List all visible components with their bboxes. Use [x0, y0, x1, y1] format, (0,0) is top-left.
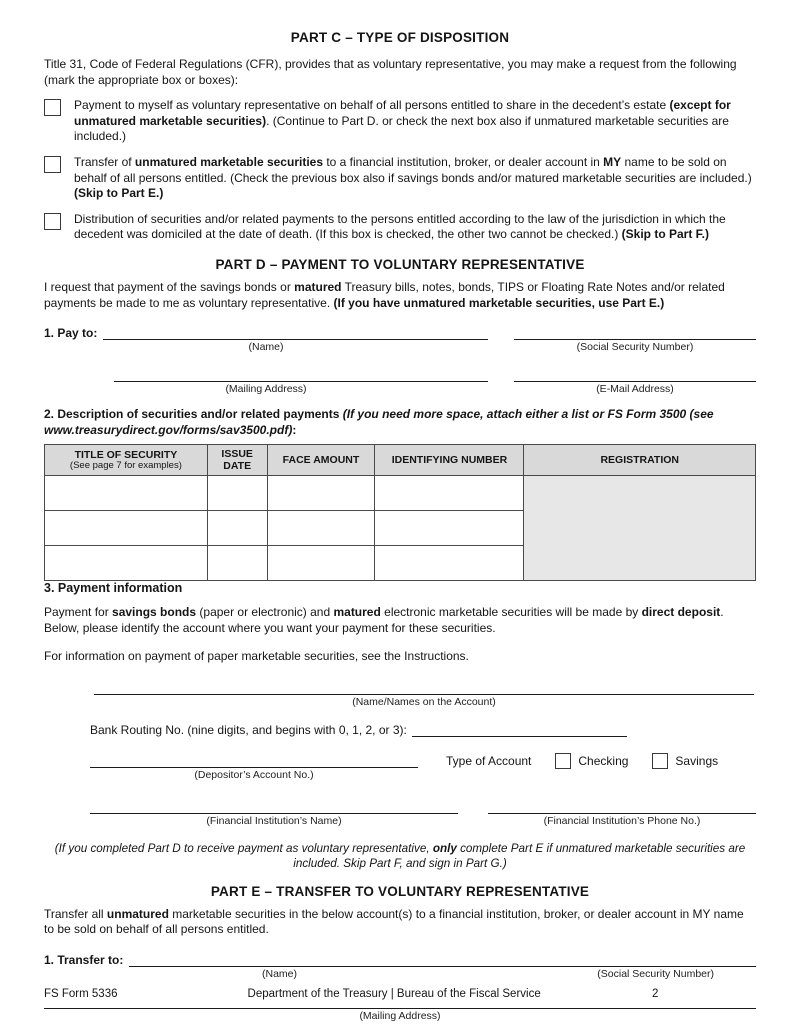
- part-c-option-payment: [44, 98, 756, 145]
- paper-securities-note: For information on payment of paper marketable securities, see the Instructions.: [44, 648, 469, 663]
- issue-date-cell-3[interactable]: [207, 546, 267, 581]
- transfer-name-caption: (Name): [262, 967, 298, 980]
- transfer-to-row: [44, 952, 756, 967]
- pay-to-address-row: [44, 367, 756, 382]
- transfer-to-name-field[interactable]: [129, 952, 756, 967]
- securities-table: [44, 444, 756, 581]
- email-caption: (E-Mail Address): [596, 383, 674, 396]
- part-d-section: [44, 257, 756, 872]
- distribution-checkbox[interactable]: [44, 213, 61, 230]
- part-e-title: PART E – TRANSFER TO VOLUNTARY REPRESENTATIVE: [210, 883, 590, 899]
- part-e-intro: Transfer all unmatured marketable securities in the below account(s) to a financial institution, broker, or dealer account in MY name to be sold on behalf of all persons entitled.: [44, 906, 744, 937]
- registration-cell[interactable]: [524, 476, 756, 581]
- financial-institution-row: [90, 799, 756, 827]
- bank-routing-field[interactable]: [412, 722, 627, 737]
- mailing-address-caption: (Mailing Address): [225, 383, 307, 396]
- pay-to-mailing-address-field[interactable]: [114, 367, 488, 382]
- part-d-title: PART D – PAYMENT TO VOLUNTARY REPRESENTATIVE: [215, 256, 585, 272]
- pay-to-address-captions: [44, 383, 756, 395]
- header-face-amount: FACE AMOUNT: [267, 445, 375, 476]
- page-number: 2: [652, 988, 659, 1000]
- pay-to-label: 1. Pay to:: [44, 326, 98, 341]
- form-id: FS Form 5336: [44, 988, 118, 1000]
- header-issue-date: ISSUE DATE: [207, 445, 267, 476]
- checking-checkbox[interactable]: [555, 753, 571, 769]
- part-c-option-transfer: [44, 155, 756, 202]
- issue-date-cell-1[interactable]: [207, 476, 267, 511]
- title-of-security-cell-3[interactable]: [45, 546, 208, 581]
- identifying-number-cell-2[interactable]: [375, 511, 524, 546]
- checking-label: Checking: [578, 754, 629, 769]
- header-title-line: TITLE OF SECURITY: [74, 448, 178, 461]
- identifying-number-cell-3[interactable]: [375, 546, 524, 581]
- title-of-security-cell-2[interactable]: [45, 511, 208, 546]
- pay-to-captions: [44, 341, 756, 353]
- header-title-subtitle: (See page 7 for examples): [69, 459, 182, 471]
- pay-to-ssn-field[interactable]: [514, 325, 756, 340]
- part-c-intro: Title 31, Code of Federal Regulations (CFR), provides that as voluntary representative, you may make a request from the following (mark the appropriate box or boxes):: [44, 57, 737, 87]
- securities-table-header-row: [45, 445, 756, 476]
- face-amount-cell-3[interactable]: [267, 546, 375, 581]
- payment-to-myself-text: Payment to myself as voluntary representative on behalf of all persons entitled to share in the decedent’s estate (except for unmatured marketable securities). (Continue to Part D. or check the next box also if unmatured marketable securities are included.): [74, 98, 731, 144]
- savings-checkbox[interactable]: [652, 753, 668, 769]
- name-caption: (Name): [248, 341, 284, 354]
- payment-to-myself-checkbox[interactable]: [44, 99, 61, 116]
- transfer-mailing-address-caption: (Mailing Address): [359, 1009, 441, 1022]
- footer-department: Department of the Treasury | Bureau of the Fiscal Service: [247, 988, 541, 1000]
- face-amount-cell-1[interactable]: [267, 476, 375, 511]
- distribution-text: Distribution of securities and/or related payments to the persons entitled according to the law of the jurisdiction in which the decedent was domiciled at the date of death. (If this box is checked, the other two cannot be checked.) (Skip to Part F.): [74, 211, 726, 242]
- payment-information-text: Payment for savings bonds (paper or electronic) and matured electronic marketable securities will be made by direct deposit. Below, please identify the account where you want your payment for these securities.: [44, 605, 724, 636]
- payment-information-heading: 3. Payment information: [44, 581, 183, 596]
- pay-to-name-field[interactable]: [103, 325, 488, 340]
- names-on-account-caption: (Name/Names on the Account): [352, 696, 496, 709]
- bank-routing-label: Bank Routing No. (nine digits, and begins with 0, 1, 2, or 3):: [90, 723, 407, 738]
- ssn-caption: (Social Security Number): [576, 341, 694, 354]
- depositor-account-caption: (Depositor’s Account No.): [194, 769, 314, 782]
- header-title-of-security: [45, 445, 208, 476]
- type-of-account-label: Type of Account: [446, 754, 532, 769]
- part-d-intro: I request that payment of the savings bonds or matured Treasury bills, notes, bonds, TIPS or Floating Rate Notes and/or related payments be made to me as voluntary representative. (If you have unmatured marketable securities, use Part E.): [44, 279, 725, 310]
- title-of-security-cell-1[interactable]: [45, 476, 208, 511]
- part-d-completion-note: (If you completed Part D to receive payment as voluntary representative, only complete Part E if unmatured marketable securities are included. Skip Part F, and sign in Part G.): [54, 842, 746, 871]
- financial-institution-phone-caption: (Financial Institution’s Phone No.): [543, 815, 701, 828]
- face-amount-cell-2[interactable]: [267, 511, 375, 546]
- securities-description-heading: 2. Description of securities and/or related payments (If you need more space, attach either a list or FS Form 3500 (see www.treasurydirect.gov/forms/sav3500.pdf):: [44, 407, 714, 437]
- pay-to-row: [44, 325, 756, 340]
- part-c-option-distribution: [44, 212, 756, 243]
- part-e-section: [44, 884, 756, 1022]
- depositor-account-field[interactable]: [90, 753, 418, 768]
- pay-to-email-field[interactable]: [514, 367, 756, 382]
- part-c-title: PART C – TYPE OF DISPOSITION: [290, 30, 510, 45]
- identifying-number-cell-1[interactable]: [375, 476, 524, 511]
- transfer-to-captions: [44, 968, 756, 980]
- bank-routing-row: [90, 722, 756, 737]
- securities-row-1: [45, 476, 756, 511]
- transfer-unmatured-text: Transfer of unmatured marketable securities to a financial institution, broker, or dealer account in MY name to be sold on behalf of all persons entitled. (Check the previous box also if savings bonds and/or matured marketable securities are included.) (Skip to Part E.): [74, 154, 752, 201]
- names-on-account-field[interactable]: [94, 680, 754, 695]
- financial-institution-name-field[interactable]: [90, 799, 458, 814]
- transfer-ssn-caption: (Social Security Number): [597, 967, 714, 980]
- transfer-unmatured-checkbox[interactable]: [44, 156, 61, 173]
- savings-label: Savings: [675, 754, 719, 769]
- issue-date-cell-2[interactable]: [207, 511, 267, 546]
- header-identifying-number: IDENTIFYING NUMBER: [375, 445, 524, 476]
- depositor-account-row: [90, 753, 756, 781]
- transfer-to-label: 1. Transfer to:: [44, 952, 124, 967]
- financial-institution-phone-field[interactable]: [488, 799, 756, 814]
- header-registration: REGISTRATION: [524, 445, 756, 476]
- financial-institution-name-caption: (Financial Institution’s Name): [206, 815, 342, 828]
- part-c-section: [44, 30, 756, 243]
